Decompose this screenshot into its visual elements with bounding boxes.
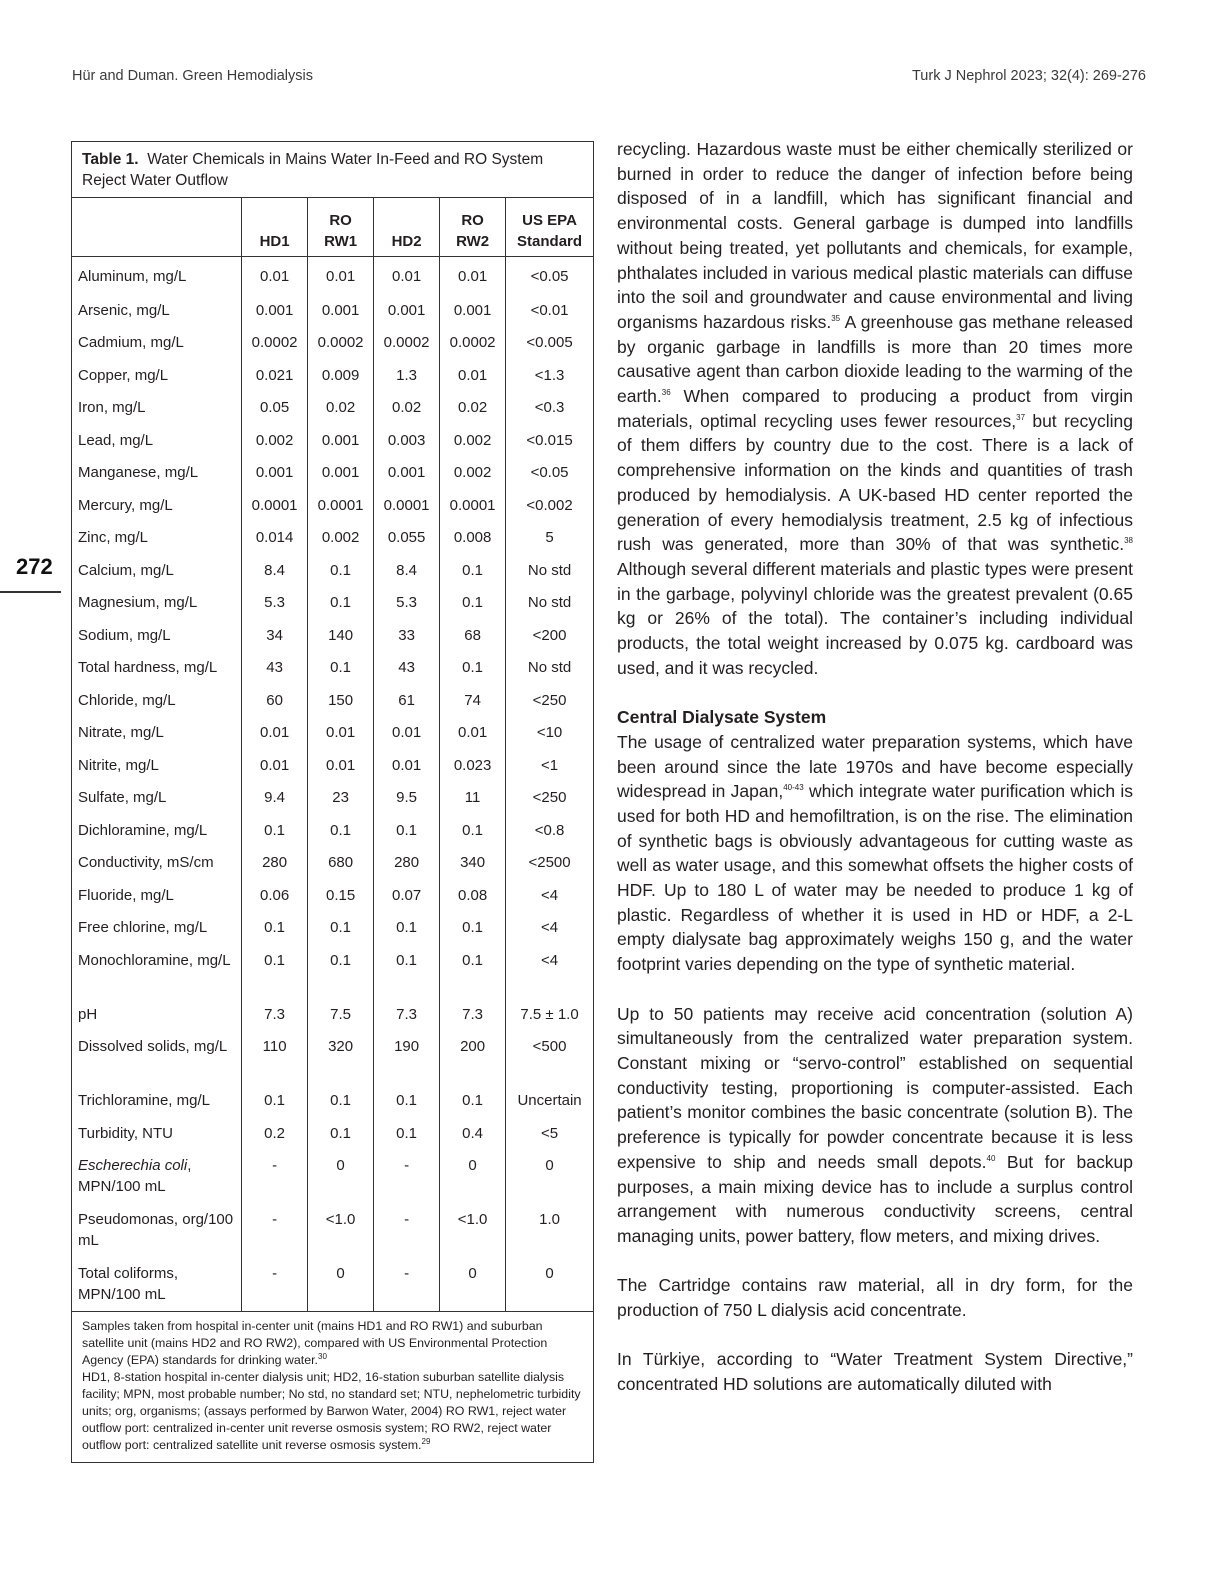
row-label: Cadmium, mg/L — [78, 334, 184, 351]
table-cell: <1.0 — [308, 1203, 374, 1257]
table-cell: 0.06 — [242, 879, 308, 912]
table-cell: 0.1 — [308, 554, 374, 587]
row-label: Escherechia coli, MPN/100 mL — [78, 1157, 192, 1195]
footnote-ref: 29 — [421, 1436, 431, 1446]
citation-ref: 40 — [986, 1153, 996, 1163]
table-cell: 7.3 — [242, 998, 308, 1031]
table-cell: <10 — [506, 716, 593, 749]
table-cell: 23 — [308, 781, 374, 814]
table-cell: 0.021 — [242, 359, 308, 392]
table-row — [72, 456, 593, 489]
table-cell: No std — [506, 651, 593, 684]
table-row — [72, 1149, 593, 1203]
row-label: Magnesium, mg/L — [78, 594, 198, 611]
row-label: Chloride, mg/L — [78, 691, 176, 709]
table-row — [72, 716, 593, 749]
table-cell: 8.4 — [242, 554, 308, 587]
paragraph-turkiye: In Türkiye, according to “Water Treatment System Directive,” concentrated HD solutions are automatically diluted with — [617, 1349, 1133, 1395]
table-cell: <2500 — [506, 846, 593, 879]
table-header-row — [72, 198, 593, 257]
table-cell: 0.1 — [440, 554, 506, 587]
row-label: Dissolved solids, mg/L — [78, 1038, 228, 1055]
table-cell: 0.1 — [308, 944, 374, 998]
table-cell: 0.01 — [440, 359, 506, 392]
table-cell: 0.01 — [242, 749, 308, 782]
table-cell: 0.1 — [440, 814, 506, 847]
citation-ref: 37 — [1016, 412, 1026, 422]
table-cell: 0.0002 — [242, 326, 308, 359]
table-row — [72, 846, 593, 879]
table-cell: 0.1 — [308, 814, 374, 847]
table-cell: <0.05 — [506, 456, 593, 489]
table-cell: 110 — [242, 1030, 308, 1084]
table-cell: <0.8 — [506, 814, 593, 847]
table-row — [72, 879, 593, 912]
row-label: Total coliforms, MPN/100 mL — [78, 1265, 179, 1303]
table-cell: 0.4 — [440, 1117, 506, 1150]
table-cell: Uncertain — [506, 1084, 593, 1117]
table-cell: 0.02 — [374, 391, 440, 424]
citation-ref: 38 — [1124, 536, 1133, 546]
row-label: Trichloramine, mg/L — [78, 1092, 210, 1109]
table-cell: 0.1 — [374, 1117, 440, 1150]
row-label: Turbidity, NTU — [78, 1124, 174, 1142]
table-cell: 1.0 — [506, 1203, 593, 1257]
table-cell: <0.3 — [506, 391, 593, 424]
table-cell: 7.5 ± 1.0 — [506, 998, 593, 1031]
table-cell: - — [242, 1203, 308, 1257]
table-row — [72, 651, 593, 684]
citation-ref: 35 — [831, 314, 841, 324]
row-label: Copper, mg/L — [78, 366, 169, 384]
table-cell: 0.001 — [308, 294, 374, 327]
table-cell: <0.01 — [506, 294, 593, 327]
row-label: pH — [78, 1005, 98, 1023]
table-footnote — [72, 1311, 593, 1462]
table-cell: 0.0001 — [374, 489, 440, 522]
row-label: Mercury, mg/L — [78, 496, 173, 514]
table-row — [72, 424, 593, 457]
table-cell: <0.005 — [506, 326, 593, 359]
table-1 — [71, 141, 594, 1463]
row-label: Aluminum, mg/L — [78, 268, 187, 285]
table-row — [72, 1030, 593, 1084]
table-cell: 9.4 — [242, 781, 308, 814]
table-cell: 0.15 — [308, 879, 374, 912]
table-cell: 7.3 — [374, 998, 440, 1031]
table-cell: - — [242, 1257, 308, 1311]
table-cell: 0.01 — [374, 716, 440, 749]
table-cell: 0.008 — [440, 521, 506, 554]
table-cell: 340 — [440, 846, 506, 879]
row-label: Iron, mg/L — [78, 399, 146, 416]
table-cell: 280 — [374, 846, 440, 879]
table-cell: 61 — [374, 684, 440, 717]
table-cell: No std — [506, 586, 593, 619]
table-cell: 0 — [440, 1257, 506, 1311]
right-column-text — [617, 137, 1133, 1397]
row-label: Nitrate, mg/L — [78, 724, 164, 741]
table-row — [72, 684, 593, 717]
table-cell: 0.003 — [374, 424, 440, 457]
table-cell: <4 — [506, 879, 593, 912]
table-cell: 0.01 — [374, 257, 440, 294]
row-label: Total hardness, mg/L — [78, 659, 218, 676]
table-row — [72, 998, 593, 1031]
table-cell: 43 — [242, 651, 308, 684]
table-cell: 0.07 — [374, 879, 440, 912]
row-label: Zinc, mg/L — [78, 529, 149, 546]
column-header: RO RW2 — [440, 198, 506, 257]
table-cell: <500 — [506, 1030, 593, 1084]
table-cell: 0.01 — [308, 749, 374, 782]
table-cell: 0.0002 — [308, 326, 374, 359]
table-row — [72, 911, 593, 944]
row-label: Arsenic, mg/L — [78, 301, 170, 319]
table-cell: 0.001 — [440, 294, 506, 327]
table-row — [72, 1257, 593, 1311]
column-header: RO RW1 — [308, 198, 374, 257]
table-row — [72, 781, 593, 814]
table-cell: <4 — [506, 944, 593, 998]
table-row — [72, 489, 593, 522]
table-cell: 320 — [308, 1030, 374, 1084]
table-cell: 1.3 — [374, 359, 440, 392]
section-heading-central-dialysate: Central Dialysate System — [617, 707, 827, 728]
row-label: Free chlorine, mg/L — [78, 919, 208, 936]
row-label: Conductivity, mS/cm — [78, 854, 214, 871]
table-cell: 0.1 — [440, 1084, 506, 1117]
table-cell: 0.002 — [440, 456, 506, 489]
table-cell: 0.014 — [242, 521, 308, 554]
column-header: US EPA Standard — [506, 198, 593, 257]
table-row — [72, 391, 593, 424]
table-cell: 8.4 — [374, 554, 440, 587]
table-row — [72, 749, 593, 782]
table-cell: - — [242, 1149, 308, 1203]
column-header — [72, 198, 242, 257]
row-label: Lead, mg/L — [78, 431, 154, 449]
table-cell: 0.02 — [440, 391, 506, 424]
table-cell: 0.0002 — [440, 326, 506, 359]
table-cell: 0.02 — [308, 391, 374, 424]
table-cell: 5 — [506, 521, 593, 554]
table-caption — [72, 142, 593, 198]
table-cell: 0.055 — [374, 521, 440, 554]
table-cell: 0.001 — [242, 456, 308, 489]
row-label: Fluoride, mg/L — [78, 886, 174, 904]
table-row — [72, 619, 593, 652]
table-label: Table 1. — [82, 151, 139, 168]
table-row — [72, 521, 593, 554]
paragraph-acid-concentration: Up to 50 patients may receive acid concentration (solution A) simultaneously from the centralized water preparation system. Constant mixing or “servo-control” established on sequential conductivity testing, proportioning is computer-assisted. Each patient’s monitor combines the basic concentrate (solution B). The preference is typically for powder concentrate because it is less expensive to ship and needs small depots.$^{40}$ But for backup purposes, a main mixing device has to include a surplus control arrangement with numerous conductivity screens, central managing units, power battery, flow meters, and mixing drives. — [617, 1003, 1133, 1246]
footnote-samples: Samples taken from hospital in-center unit (mains HD1 and RO RW1) and suburban satellite unit (mains HD2 and RO RW2), compared with US Environmental Protection Agency (EPA) standards for drinking water.$^{30}$ — [82, 1319, 548, 1367]
table-cell: 200 — [440, 1030, 506, 1084]
table-row — [72, 1117, 593, 1150]
table-cell: 0.1 — [374, 814, 440, 847]
paragraph-recycling: recycling. Hazardous waste must be either chemically sterilized or burned in order to reduce the danger of infection before being disposed of in a landfill, which has significant financial and environmental costs. General garbage is dumped into landfills without being treated, yet pollutants and chemicals, for example, phthalates included in various medical plastic materials can diffuse into the soil and groundwater and cause environmental and living organisms hazardous risks.$^{35}$ A greenhouse gas methane released by organic garbage in landfills is more than 20 times more causative agent than carbon dioxide leading to the warming of the earth.$^{36}$ When compared to producing a product from virgin materials, optimal recycling uses fewer resources,$^{37}$ but recycling of them differs by country due to the cost. There is a lack of comprehensive information on the kinds and quantities of trash produced by hemodialysis. A UK-based HD center reported the generation of every hemodialysis treatment, 2.5 kg of infectious rush was generated, more than 30% of that was synthetic.$^{38}$ Although several different materials and plastic types were present in the garbage, polyvinyl chloride was the greatest prevalent (0.65 kg or 26% of the total). The container’s including individual products, the total weight increased by 0.075 kg. cardboard was used, and it was recycled. — [617, 139, 1133, 678]
table-cell: 0.01 — [440, 257, 506, 294]
table-row — [72, 1084, 593, 1117]
running-head-right: Turk J Nephrol 2023; 32(4): 269-276 — [911, 68, 1146, 84]
table-cell: 0.0002 — [374, 326, 440, 359]
table-cell: 0.009 — [308, 359, 374, 392]
table-cell: 0.1 — [242, 944, 308, 998]
row-label: Calcium, mg/L — [78, 561, 174, 579]
table-cell: <0.002 — [506, 489, 593, 522]
table-row — [72, 1203, 593, 1257]
table-cell: 74 — [440, 684, 506, 717]
table-cell: 190 — [374, 1030, 440, 1084]
row-label: Sulfate, mg/L — [78, 789, 167, 806]
page-number: 272 — [16, 554, 53, 579]
table-row — [72, 257, 593, 294]
table-cell: 43 — [374, 651, 440, 684]
table-cell: 0.0001 — [242, 489, 308, 522]
table-cell: 0.05 — [242, 391, 308, 424]
citation-ref: 36 — [661, 388, 671, 398]
table-body — [72, 257, 593, 1312]
table-cell: 0.01 — [242, 716, 308, 749]
paragraph-centralized-water: The usage of centralized water preparation systems, which have been around since the late 1970s and have become especially widespread in Japan,$^{40-43}$ which integrate water purification which is used for both HD and hemofiltration, is on the rise. The elimination of synthetic bags is obviously advantageous for cutting waste as well as water usage, and this somewhat offsets the higher costs of HDF. Up to 180 L of water may be needed to produce 1 kg of plastic. Regardless of whether it is used in HD or HDF, a 2-L empty dialysate bag approximately weighs 150 g, and the water footprint varies depending on the type of synthetic material. — [617, 731, 1133, 975]
row-label: Monochloramine, mg/L — [78, 951, 231, 969]
table-row — [72, 359, 593, 392]
table-cell: <0.015 — [506, 424, 593, 457]
table-cell: 0 — [308, 1149, 374, 1203]
table-cell: 0.023 — [440, 749, 506, 782]
table-cell: 0.002 — [242, 424, 308, 457]
table-cell: 9.5 — [374, 781, 440, 814]
table-row — [72, 294, 593, 327]
table-cell: 68 — [440, 619, 506, 652]
table-cell: 0.1 — [374, 1084, 440, 1117]
table-cell: 0.002 — [308, 521, 374, 554]
table-cell: 0.01 — [374, 749, 440, 782]
table-cell: 0.001 — [374, 294, 440, 327]
table-cell: 150 — [308, 684, 374, 717]
table-cell: 0.1 — [374, 911, 440, 944]
table-cell: 0.1 — [440, 944, 506, 998]
running-head-left: Hür and Duman. Green Hemodialysis — [72, 68, 313, 84]
table-cell: 0 — [440, 1149, 506, 1203]
table-cell: 0.1 — [242, 1084, 308, 1117]
table-cell: 0.2 — [242, 1117, 308, 1150]
page-number-rule — [0, 591, 61, 593]
table-cell: 0.1 — [242, 911, 308, 944]
table-cell: 0.01 — [440, 716, 506, 749]
footnote-abbreviations: HD1, 8-station hospital in-center dialysis unit; HD2, 16-station suburban satellite dialysis facility; MPN, most probable number; No std, no standard set; NTU, nephelometric turbidity units; org, organisms; (assays performed by Barwon Water, 2004) RO RW1, reject water outflow port: centralized in-center unit reverse osmosis system; RO RW2, reject water outflow port: centralized satellite unit reverse osmosis system.$^{29}$ — [82, 1370, 581, 1452]
table-cell: 0.1 — [440, 586, 506, 619]
table-cell: <1 — [506, 749, 593, 782]
table-cell: 0.001 — [308, 424, 374, 457]
table-cell: No std — [506, 554, 593, 587]
table-cell: 0.1 — [308, 1084, 374, 1117]
table-row — [72, 326, 593, 359]
table-cell: 0 — [506, 1257, 593, 1311]
table-cell: <4 — [506, 911, 593, 944]
table-cell: <200 — [506, 619, 593, 652]
paragraph-cartridge: The Cartridge contains raw material, all in dry form, for the production of 750 L dialysis acid concentrate. — [617, 1275, 1133, 1320]
table-row — [72, 814, 593, 847]
table-cell: 11 — [440, 781, 506, 814]
table-cell: 5.3 — [242, 586, 308, 619]
table-cell: 7.3 — [440, 998, 506, 1031]
table-cell: 680 — [308, 846, 374, 879]
citation-ref: 40-43 — [783, 783, 804, 793]
row-label: Dichloramine, mg/L — [78, 821, 208, 839]
table-cell: 34 — [242, 619, 308, 652]
table-cell: 0.1 — [308, 586, 374, 619]
table-cell: 5.3 — [374, 586, 440, 619]
table-cell: <250 — [506, 781, 593, 814]
table-row — [72, 554, 593, 587]
table-cell: 7.5 — [308, 998, 374, 1031]
table-cell: 0.001 — [374, 456, 440, 489]
table-cell: - — [374, 1149, 440, 1203]
table-cell: 0.01 — [242, 257, 308, 294]
table-cell: 0.002 — [440, 424, 506, 457]
table-cell: <0.05 — [506, 257, 593, 294]
table-cell: 0.1 — [308, 651, 374, 684]
table-cell: 0.08 — [440, 879, 506, 912]
table-cell: <250 — [506, 684, 593, 717]
table-cell: 0 — [506, 1149, 593, 1203]
table-cell: 0 — [308, 1257, 374, 1311]
table-cell: 0.1 — [440, 911, 506, 944]
table-row — [72, 586, 593, 619]
table-cell: 0.0001 — [440, 489, 506, 522]
table-cell: 33 — [374, 619, 440, 652]
table-cell: 0.0001 — [308, 489, 374, 522]
table-cell: 60 — [242, 684, 308, 717]
column-header: HD2 — [374, 198, 440, 257]
column-header: HD1 — [242, 198, 308, 257]
table-cell: 280 — [242, 846, 308, 879]
table-cell: - — [374, 1257, 440, 1311]
data-table — [72, 198, 593, 1311]
row-label: Nitrite, mg/L — [78, 756, 159, 774]
table-row — [72, 944, 593, 998]
table-caption-text: Water Chemicals in Mains Water In-Feed and RO System Reject Water Outflow — [82, 151, 544, 189]
table-cell: - — [374, 1203, 440, 1257]
table-cell: <1.0 — [440, 1203, 506, 1257]
row-label: Sodium, mg/L — [78, 626, 171, 644]
table-cell: 0.1 — [440, 651, 506, 684]
table-cell: 0.1 — [374, 944, 440, 998]
table-cell: 0.1 — [242, 814, 308, 847]
row-label: Manganese, mg/L — [78, 464, 199, 481]
table-cell: 0.01 — [308, 716, 374, 749]
table-cell: 0.1 — [308, 1117, 374, 1150]
table-cell: <1.3 — [506, 359, 593, 392]
table-cell: 0.001 — [308, 456, 374, 489]
row-label: Pseudomonas, org/100 mL — [78, 1211, 234, 1249]
table-cell: <5 — [506, 1117, 593, 1150]
table-cell: 0.001 — [242, 294, 308, 327]
table-cell: 0.1 — [308, 911, 374, 944]
table-cell: 140 — [308, 619, 374, 652]
table-cell: 0.01 — [308, 257, 374, 294]
footnote-ref: 30 — [318, 1351, 327, 1361]
